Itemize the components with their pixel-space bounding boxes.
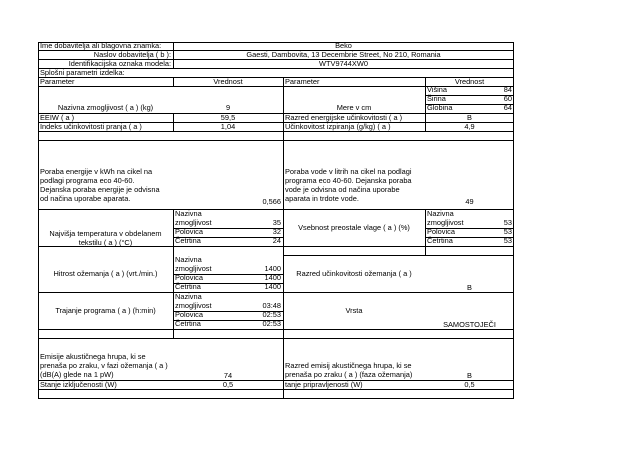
residual-moisture-label: Vsebnost preostale vlage ( a ) (%) [298,223,410,232]
water-consumption-line-2: programa eco 40-60. Dejanska poraba [285,176,412,185]
washing-index-label: Indeks učinkovitosti pranja ( a ) [40,122,142,131]
dimension-depth-label: Globina [427,103,453,112]
noise-emission-value: 74 [223,371,233,380]
max-temperature-label-line-2: tekstilu ( a ) (°C) [78,238,133,247]
energy-consumption-line-2: podlagi programa eco 40-60. [40,176,135,185]
off-mode-label: Stanje izključenosti (W) [40,380,117,389]
noise-class-line-2: prenaša po zraku ( a ) (faza ožemanja) [285,370,413,379]
spin-speed-half-label: Polovica [175,273,203,282]
duration-rated-label: Nazivna zmogljivost [175,292,212,310]
type-value: SAMOSTOJEČI [443,320,496,329]
spin-class-value: B [467,283,472,292]
product-information-sheet [38,42,514,399]
duration-quarter-value: 02:53 [262,319,281,328]
spin-speed-rated-value: 1400 [264,264,281,273]
model-label: Identifikacijska oznaka modela: [68,59,171,68]
noise-class-value: B [467,371,472,380]
rated-capacity-label: Nazivna zmogljivost ( a ) (kg) [57,103,154,112]
model-value: WTV9744XW0 [319,59,368,68]
water-consumption-line-1: Poraba vode v litrih na cikel na podlagi [285,167,412,176]
temperature-rated-value: 35 [272,218,281,227]
moisture-rated-label: Nazivna zmogljivost [427,209,464,227]
dimension-depth-value: 64 [503,103,512,112]
manufacturer-label: Ime dobavitelja ali blagovna znamka: [40,41,162,50]
dimension-height-label: Višina [427,85,447,94]
moisture-quarter-label: Četrtina [427,236,453,245]
noise-emission-line-2: prenaša po zraku, v fazi ožemanja ( a ) [40,361,168,370]
water-consumption-line-3: vode je odvisna od načina uporabe [285,185,400,194]
dimension-height-value: 84 [503,85,512,94]
dimensions-label: Mere v cm [336,103,372,112]
program-duration-label: Trajanje programa ( a ) (h:min) [55,306,156,315]
max-temperature-label-line-1: Najvišja temperatura v obdelanem [49,229,162,238]
energy-consumption-value: 0,566 [262,197,281,206]
water-consumption-value: 49 [465,197,474,206]
spin-speed-label: Hitrost ožemanja ( a ) (vrt./min.) [53,269,158,278]
energy-consumption-line-1: Poraba energije v kWh na cikel na [40,167,153,176]
address-value: Gaesti, Dambovita, 13 Decembrie Street, No 210, Romania [246,50,441,59]
temperature-quarter-value: 24 [272,236,281,245]
rinsing-effectiveness-value: 4,9 [464,122,475,131]
column-parameter-right: Parameter [285,77,320,86]
off-mode-value: 0,5 [222,380,234,389]
spin-speed-half-value: 1400 [264,273,281,282]
standby-label: tanje pripravljenosti (W) [285,380,363,389]
duration-quarter-label: Četrtina [175,319,201,328]
moisture-half-value: 53 [503,227,512,236]
temperature-quarter-label: Četrtina [175,236,201,245]
moisture-half-label: Polovica [427,227,455,236]
noise-emission-line-3: (dB(A) glede na 1 pW) [40,370,114,379]
energy-class-value: B [467,113,472,122]
spin-speed-rated-label: Nazivna zmogljivost [175,255,212,273]
general-parameters-label: Splošni parametri izdelka: [40,68,125,77]
rated-capacity-value: 9 [225,103,231,112]
eeiw-value: 59,5 [220,113,236,122]
column-parameter-left: Parameter [40,77,75,86]
column-value-right: Vrednost [454,77,485,86]
washing-index-value: 1,04 [220,122,236,131]
dimension-width-value: 60 [503,94,512,103]
column-value-left: Vrednost [213,77,243,86]
spin-speed-quarter-label: Četrtina [175,282,201,291]
duration-half-value: 02:53 [262,310,281,319]
energy-class-label: Razred energijske učinkovitosti ( a ) [285,113,403,122]
manufacturer-value: Beko [335,41,352,50]
standby-value: 0,5 [464,380,475,389]
noise-class-line-1: Razred emisij akustičnega hrupa, ki se [285,361,412,370]
address-label: Naslov dobavitelja ( b ): [93,50,171,59]
energy-consumption-line-3: Dejanska poraba energije je odvisna [40,185,160,194]
spin-class-label: Razred učinkovitosti ožemanja ( a ) [296,269,412,278]
spin-speed-quarter-value: 1400 [264,282,281,291]
moisture-quarter-value: 53 [503,236,512,245]
water-consumption-line-4: aparata in trdote vode. [285,194,359,203]
eeiw-label: EEIW ( a ) [40,113,75,122]
temperature-half-value: 32 [272,227,281,236]
type-label: Vrsta [345,306,363,315]
noise-emission-line-1: Emisije akustičnega hrupa, ki se [40,352,146,361]
temperature-half-label: Polovica [175,227,203,236]
rinsing-effectiveness-label: Učinkovitost izpiranja (g/kg) ( a ) [285,122,391,131]
moisture-rated-value: 53 [503,218,512,227]
duration-rated-value: 03:48 [262,301,281,310]
duration-half-label: Polovica [175,310,203,319]
energy-consumption-line-4: od načina uporabe aparata. [40,194,131,203]
dimension-width-label: Širina [427,94,446,103]
temperature-rated-label: Nazivna zmogljivost [175,209,212,227]
